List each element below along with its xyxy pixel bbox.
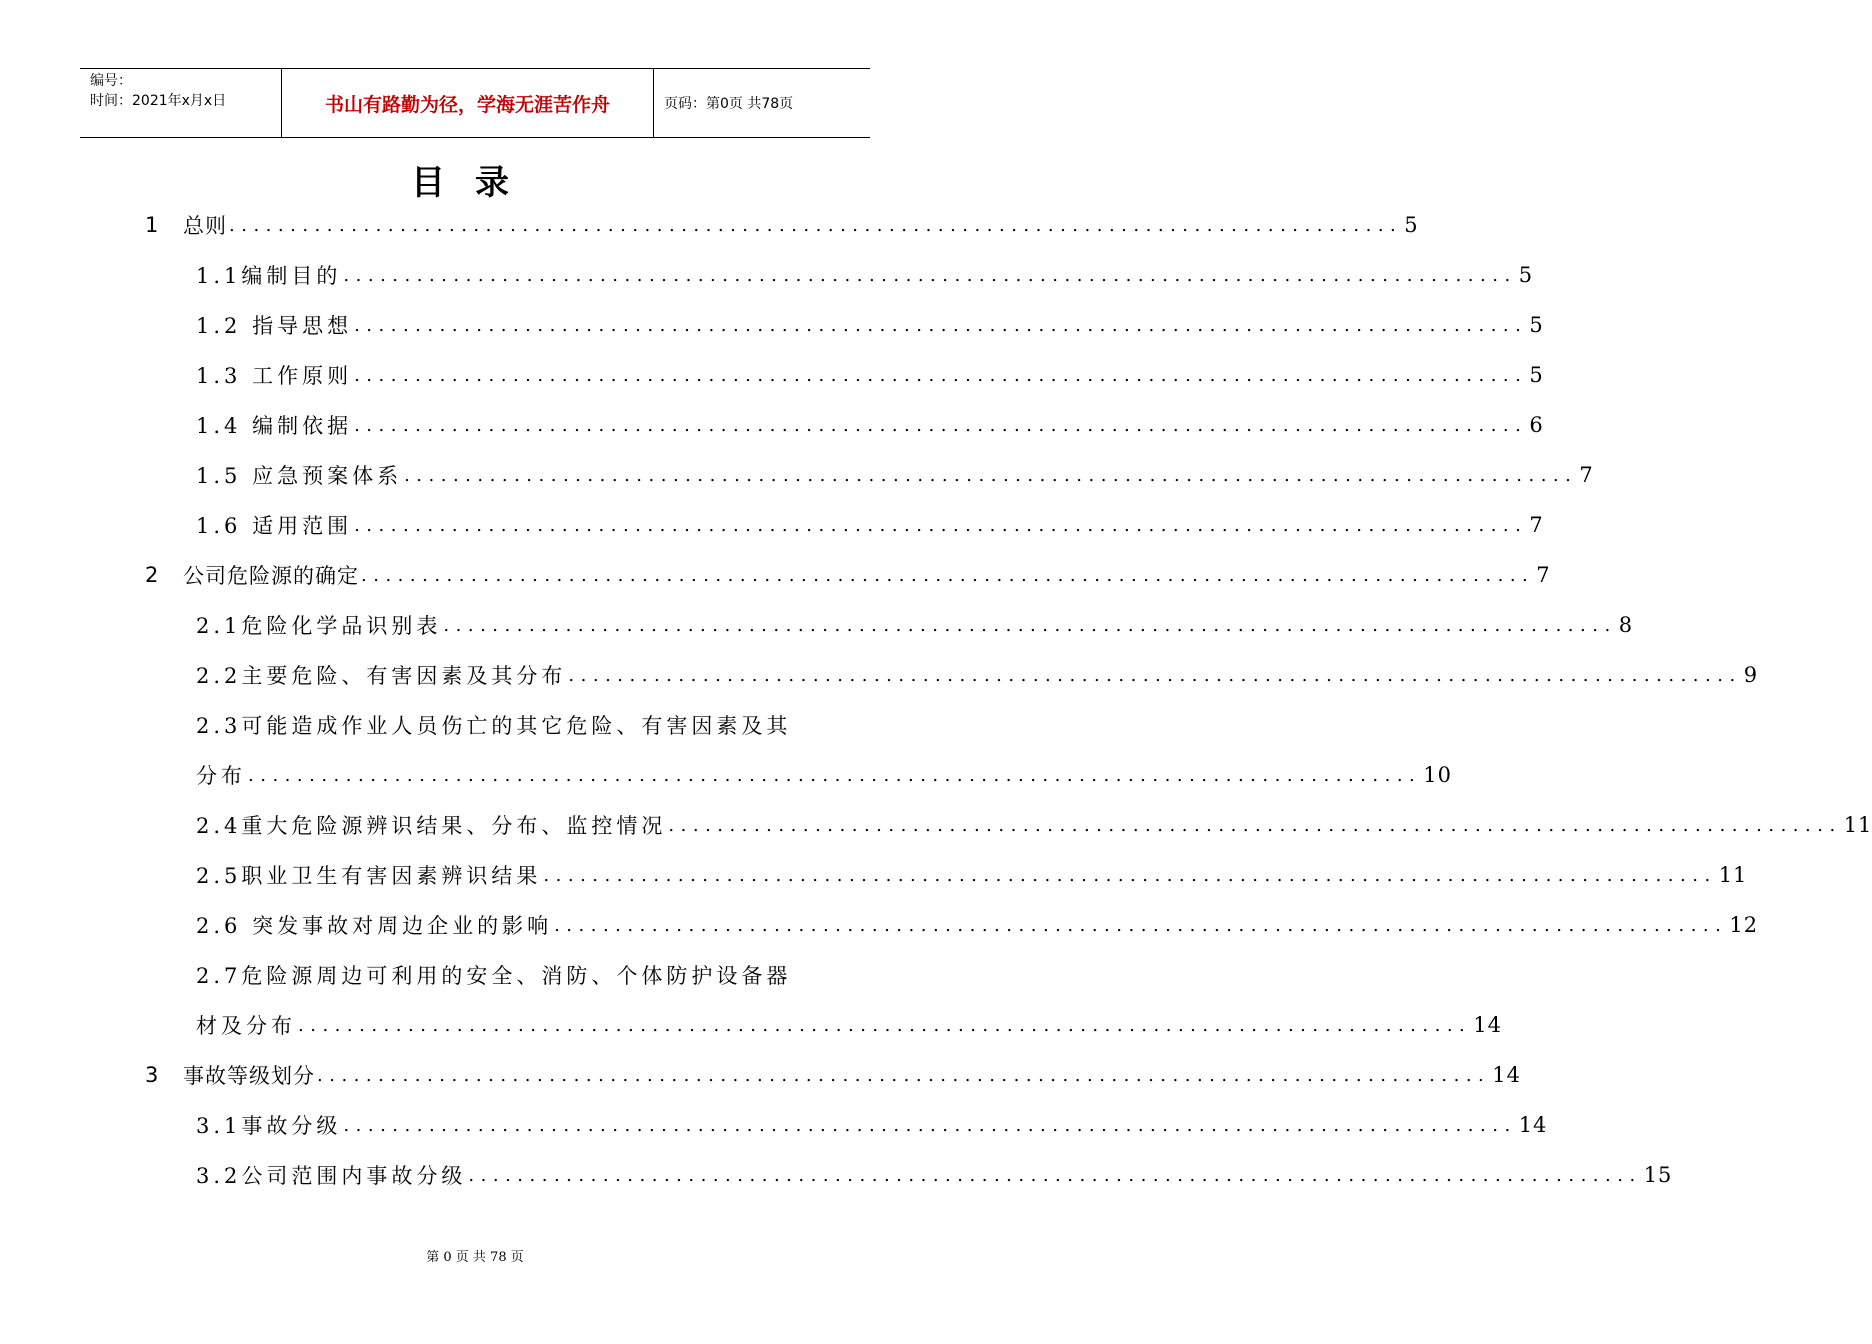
toc-entry-label: 1.6 适用范围 <box>196 514 353 538</box>
toc-entry[interactable] <box>0 300 1544 350</box>
toc-page-number: 7 <box>1529 513 1544 537</box>
toc-entry[interactable] <box>0 850 1748 900</box>
toc-entry-label: 1.4 编制依据 <box>196 414 353 438</box>
toc-entry-label: 1.5 应急预案体系 <box>196 464 403 488</box>
toc-entry-label: 2.2主要危险、有害因素及其分布 <box>196 664 567 688</box>
number-label: 编号： <box>90 73 132 89</box>
toc-entry-label: 分布 <box>196 764 246 788</box>
header-meta <box>80 69 282 137</box>
toc-entry-label: 2.5职业卫生有害因素辨识结果 <box>196 864 542 888</box>
toc-entry[interactable] <box>0 700 950 750</box>
toc-entry-label: 公司危险源的确定 <box>183 564 359 588</box>
toc-entry[interactable] <box>0 450 1594 500</box>
toc-entry[interactable] <box>0 500 1544 550</box>
toc-leader-dots: ................................................................................................ <box>343 264 1517 286</box>
toc-leader-dots: ................................................................................................ <box>354 314 1528 336</box>
toc-leader-dots: ................................................................................................ <box>568 664 1742 686</box>
toc-page-number: 8 <box>1618 613 1634 637</box>
page-footer: 第 0 页 共 78 页 <box>426 1250 524 1265</box>
toc-entry[interactable] <box>0 950 950 1000</box>
toc-chapter-number: 3 <box>145 1063 159 1087</box>
toc-entry-label: 2.4重大危险源辨识结果、分布、监控情况 <box>196 814 667 838</box>
page-title: 目录 <box>411 163 539 203</box>
toc-leader-dots: ................................................................................................ <box>668 814 1842 836</box>
toc-leader-dots: ................................................................................................ <box>343 1114 1517 1136</box>
toc-leader-dots: ................................................................................................ <box>443 614 1617 636</box>
toc-entry-label: 2.7危险源周边可利用的安全、消防、个体防护设备器 <box>196 964 792 988</box>
toc-entry[interactable] <box>0 750 1453 800</box>
toc-leader-dots: ................................................................................................ <box>229 214 1403 236</box>
toc-leader-dots: ................................................................................................ <box>317 1064 1491 1086</box>
toc-entry[interactable] <box>0 900 1759 950</box>
toc-entry[interactable] <box>0 650 1759 700</box>
toc-entry-label: 3.1事故分级 <box>196 1114 342 1138</box>
toc-entry-label: 1.1编制目的 <box>196 264 342 288</box>
header-motto: 书山有路勤为径，学海无涯苦作舟 <box>282 69 654 137</box>
toc-page-number: 10 <box>1423 763 1453 787</box>
toc-page-number: 12 <box>1729 913 1759 937</box>
toc-leader-dots: ................................................................................................ <box>554 914 1728 936</box>
toc-entry-label: 材及分布 <box>196 1014 296 1038</box>
toc-entry[interactable] <box>0 250 1534 300</box>
toc-leader-dots: ................................................................................................ <box>404 464 1578 486</box>
toc-chapter-number: 1 <box>145 213 159 237</box>
toc-entry-label: 3.2公司范围内事故分级 <box>196 1164 467 1188</box>
toc-entry[interactable] <box>0 200 1419 250</box>
header-page-info: 页码：第0页 共78页 <box>664 96 794 112</box>
toc-entry-label: 2.1危险化学品识别表 <box>196 614 442 638</box>
toc-entry[interactable] <box>0 350 1544 400</box>
toc-leader-dots: ................................................................................................ <box>468 1164 1642 1186</box>
toc-entry[interactable] <box>0 1050 1522 1100</box>
toc-page-number: 11 <box>1843 813 1872 837</box>
toc-entry[interactable] <box>0 400 1544 450</box>
toc-entry-label: 1.3 工作原则 <box>196 364 353 388</box>
toc-entry-label: 事故等级划分 <box>183 1064 315 1088</box>
toc-entry[interactable] <box>0 1100 1548 1150</box>
toc-entry[interactable] <box>0 550 1551 600</box>
toc-page-number: 5 <box>1529 363 1544 387</box>
page-header <box>80 68 870 138</box>
toc-page-number: 14 <box>1473 1013 1503 1037</box>
toc-chapter-number: 2 <box>145 563 159 587</box>
toc-page-number: 14 <box>1492 1063 1522 1087</box>
toc-page-number: 11 <box>1718 863 1748 887</box>
toc-page-number: 14 <box>1518 1113 1548 1137</box>
date-label: 时间：2021年x月x日 <box>90 93 227 109</box>
toc-leader-dots: ................................................................................................ <box>354 364 1528 386</box>
toc-page-number: 5 <box>1518 263 1534 287</box>
toc-entry[interactable] <box>0 1000 1503 1050</box>
toc-entry-label: 2.6 突发事故对周边企业的影响 <box>196 914 553 938</box>
toc-page-number: 7 <box>1536 563 1551 587</box>
toc-leader-dots: ................................................................................................ <box>248 764 1422 786</box>
toc-page-number: 5 <box>1529 313 1544 337</box>
toc-entry[interactable] <box>0 1150 1673 1200</box>
toc-entry[interactable] <box>0 800 1872 850</box>
toc-entry-label: 总则 <box>183 214 227 238</box>
toc-entry-label: 1.2 指导思想 <box>196 314 353 338</box>
toc-leader-dots: ................................................................................................ <box>361 564 1535 586</box>
toc-page-number: 6 <box>1529 413 1544 437</box>
toc-leader-dots: ................................................................................................ <box>354 414 1528 436</box>
toc-page-number: 5 <box>1404 213 1419 237</box>
toc-page-number: 15 <box>1643 1163 1673 1187</box>
toc-page-number: 7 <box>1579 463 1594 487</box>
toc-leader-dots: ................................................................................................ <box>298 1014 1472 1036</box>
toc-leader-dots: ................................................................................................ <box>543 864 1717 886</box>
toc-entry-label: 2.3可能造成作业人员伤亡的其它危险、有害因素及其 <box>196 714 792 738</box>
toc-leader-dots: ................................................................................................ <box>354 514 1528 536</box>
toc-entry[interactable] <box>0 600 1634 650</box>
toc-page-number: 9 <box>1743 663 1759 687</box>
